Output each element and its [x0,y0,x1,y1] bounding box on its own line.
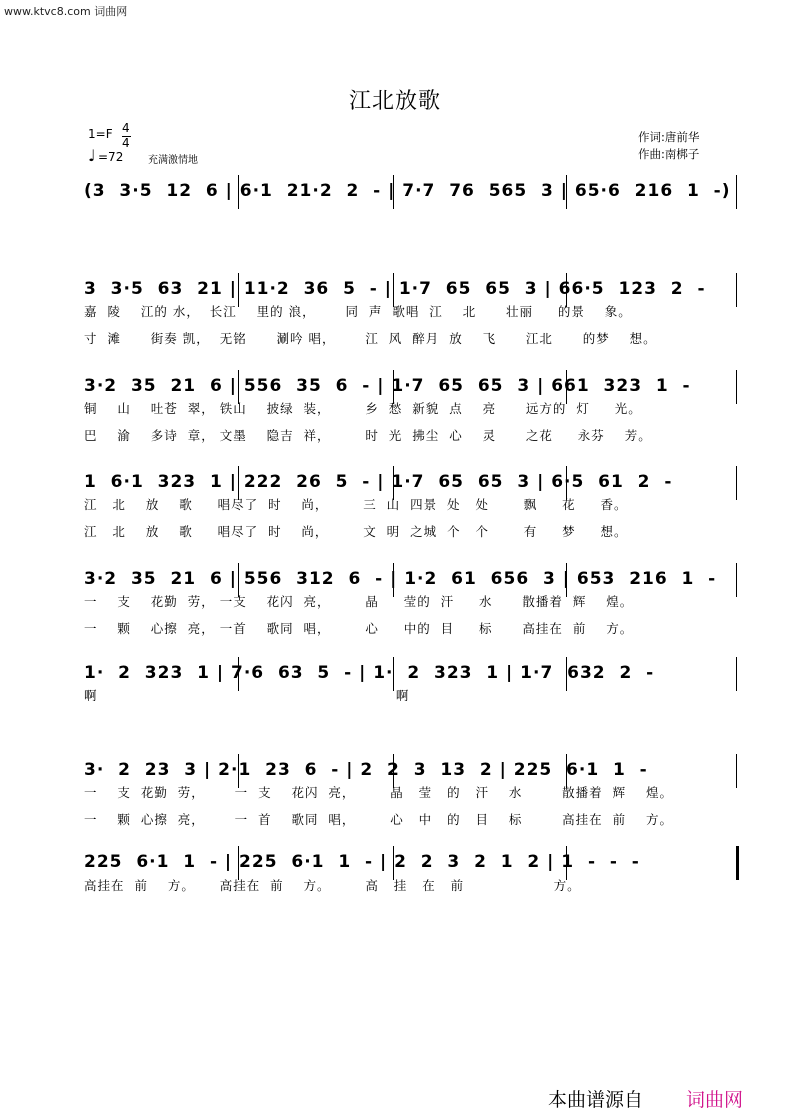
barline [736,273,737,307]
key-signature: 1=F [88,127,113,141]
barline [238,175,239,209]
time-signature-top: 4 [122,121,130,135]
lyric-row: 一 颗 心擦 亮， 一 首 歌同 唱， 心 中 的 目 标 高挂在 前 方。 [84,812,674,827]
barline [238,657,239,691]
barline [393,273,394,307]
footer-brand: 词曲网 [686,1089,744,1111]
lyric-row: 高挂在 前 方。 高挂在 前 方。 高 挂 在 前 方。 [84,878,581,893]
barline [238,370,239,404]
lyric-row: 江 北 放 歌 唱尽了 时 尚， 三 山 四景 处 处 飘 花 香。 [84,497,628,512]
barline [566,273,567,307]
barline [566,846,567,880]
barline [393,466,394,500]
barline [566,754,567,788]
notation-row: 1· 2 323 1 | 7·6 63 5 - | 1· 2 323 1 | 1·7 632 2 - [84,663,655,683]
barline [736,846,739,880]
expression-mark: 充满激情地 [148,155,198,166]
barline [736,466,737,500]
notation-row: (3 3·5 12 6 | 6·1 21·2 2 - | 7·7 76 565 3 | 65·6 216 1 -) [84,181,731,201]
barline [393,370,394,404]
time-signature-bottom: 4 [122,136,130,150]
barline [393,175,394,209]
barline [238,846,239,880]
barline [736,370,737,404]
time-signature-divider [122,136,131,137]
barline [566,175,567,209]
barline [566,657,567,691]
notation-row: 3·2 35 21 6 | 556 35 6 - | 1·7 65 65 3 | 661 323 1 - [84,376,691,396]
notation-row: 225 6·1 1 - | 225 6·1 1 - | 2 2 3 2 1 2 | 1 - - - [84,852,640,872]
tempo-mark: =72 [98,150,124,164]
notation-row: 1 6·1 323 1 | 222 26 5 - | 1·7 65 65 3 | 6·5 61 2 - [84,472,673,492]
site-watermark: www.ktvc8.com 词曲网 [4,5,128,18]
barline [393,754,394,788]
notation-row: 3·2 35 21 6 | 556 312 6 - | 1·2 61 656 3 | 653 216 1 - [84,569,717,589]
barline [393,846,394,880]
barline [566,563,567,597]
quarter-note-icon: ♩ [88,146,96,165]
lyric-row: 一 支 花勤 劳， 一支 花闪 亮， 晶 莹的 汗 水 散播着 辉 煌。 [84,594,634,609]
barline [238,563,239,597]
lyric-row: 啊 啊 [84,688,410,703]
barline [238,466,239,500]
barline [736,754,737,788]
barline [736,175,737,209]
barline [393,563,394,597]
barline [736,657,737,691]
barline [566,466,567,500]
composer-credit: 作曲:南梆子 [638,147,700,161]
notation-row: 3 3·5 63 21 | 11·2 36 5 - | 1·7 65 65 3 | 66·5 123 2 - [84,279,706,299]
lyric-row: 铜 山 吐苍 翠， 铁山 披绿 装， 乡 愁 新貌 点 亮 远方的 灯 光。 [84,401,642,416]
notation-row: 3· 2 23 3 | 2·1 23 6 - | 2 2 3 13 2 | 225 6·1 1 - [84,760,648,780]
barline [238,754,239,788]
barline [393,657,394,691]
barline [736,563,737,597]
lyric-row: 巴 渝 多诗 章， 文墨 隐吉 祥， 时 光 拂尘 心 灵 之花 永芬 芳。 [84,428,652,443]
lyric-row: 寸 滩 街奏 凯， 无铭 涮吟 唱， 江 风 醉月 放 飞 江北 的梦 想。 [84,331,657,346]
lyricist-credit: 作词:唐前华 [638,130,700,144]
lyric-row: 江 北 放 歌 唱尽了 时 尚， 文 明 之城 个 个 有 梦 想。 [84,524,628,539]
barline [238,273,239,307]
lyric-row: 一 支 花勤 劳， 一 支 花闪 亮， 晶 莹 的 汗 水 散播着 辉 煌。 [84,785,674,800]
footer-source-label: 本曲谱源自 [548,1089,644,1111]
lyric-row: 一 颗 心擦 亮， 一首 歌同 唱， 心 中的 目 标 高挂在 前 方。 [84,621,634,636]
song-title: 江北放歌 [348,89,441,114]
lyric-row: 嘉 陵 江的 水， 长江 里的 浪， 同 声 歌唱 江 北 壮丽 的景 象。 [84,304,632,319]
barline [566,370,567,404]
